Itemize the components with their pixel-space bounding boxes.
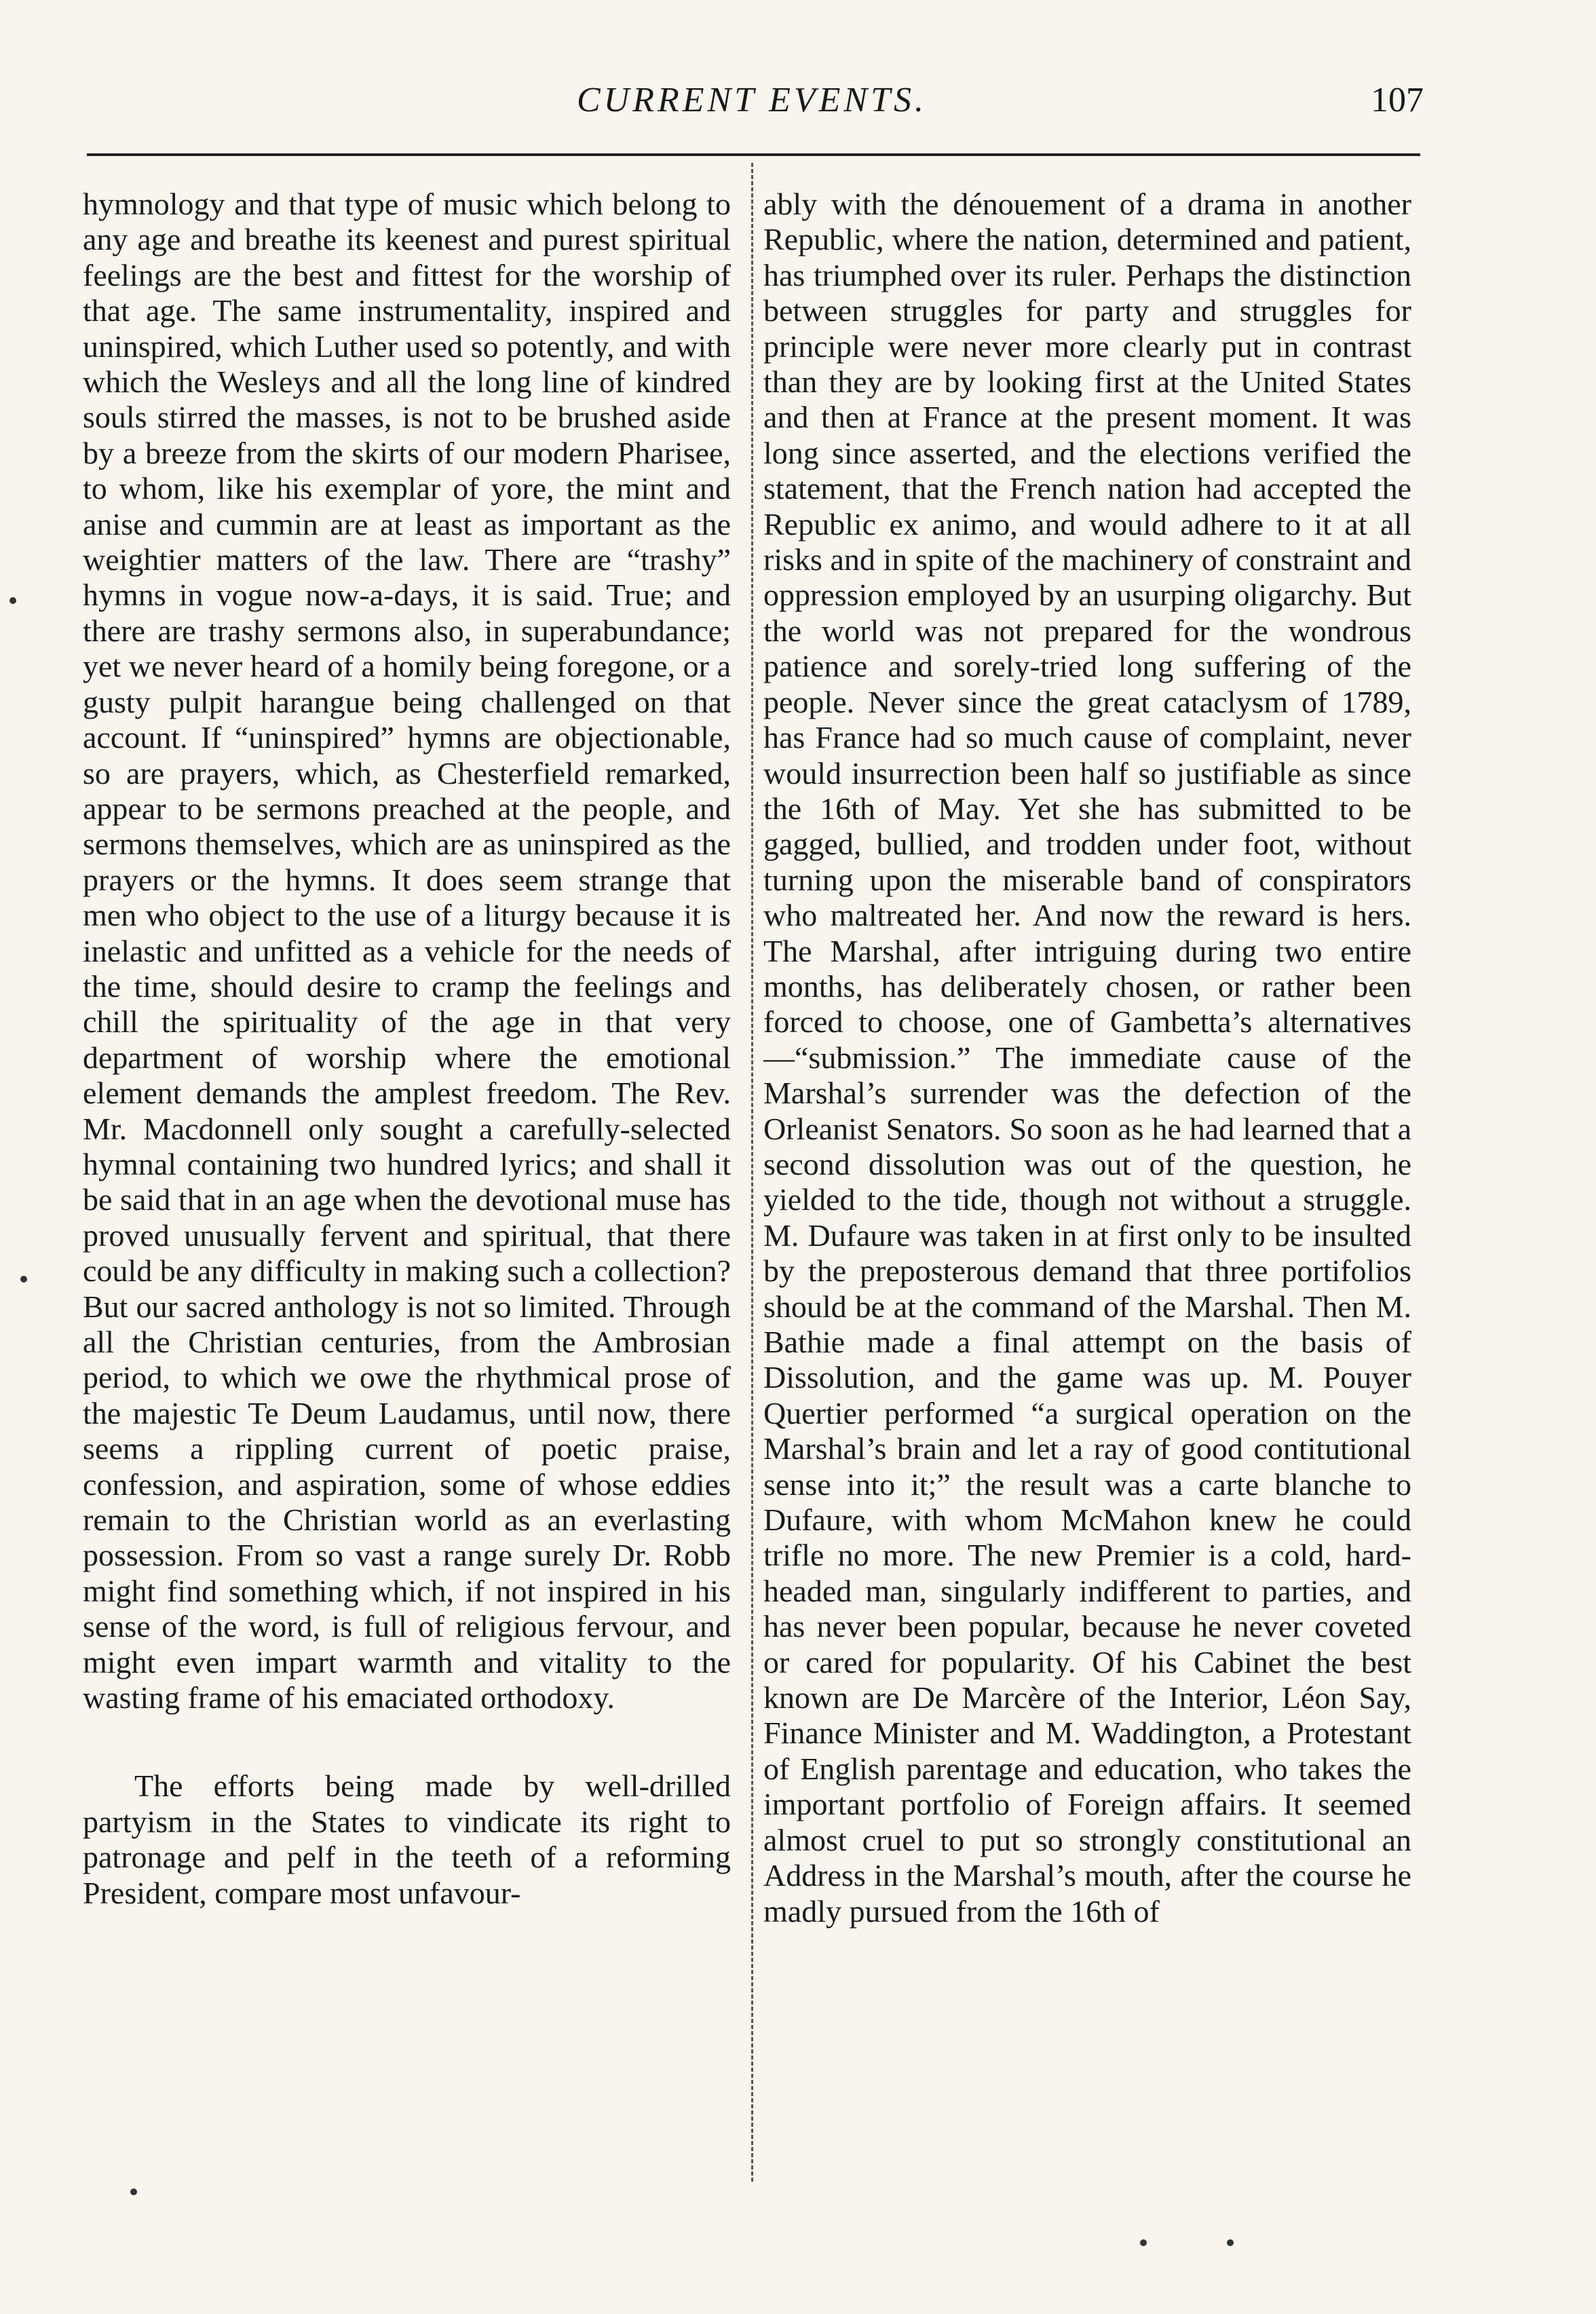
page-number: 107 — [1371, 81, 1424, 119]
left-paragraph-2: The efforts being made by well-drilled partyism in the States to vindicate its right to patronage and pelf in the teeth of a reforming President, compare most unfavour- — [83, 1768, 731, 1910]
ink-speck — [1140, 2239, 1147, 2246]
ink-speck — [20, 1276, 27, 1283]
ink-speck — [10, 597, 16, 604]
header-rule — [87, 153, 1420, 156]
right-paragraph-1: ably with the dénouement of a drama in another Republic, where the nation, determined and patient, has triumphed over its ruler. Perhaps the distinction between struggles for party and struggles for principle were never more clearly put in contrast than they are by looking first at the United States and then at France at the present moment. It was long since asserted, and the elections verified the statement, that the French nation had accepted the Republic ex animo, and would adhere to it at all risks and in spite of the machinery of constraint and oppression employed by an usurping oligarchy. But the world was not prepared for the wondrous patience and sorely-tried long suffering of the people. Never since the great cataclysm of 1789, has France had so much cause of complaint, never would insurrection been half so justifiable as since the 16th of May. Yet she has submitted to be gagged, bullied, and trodden under foot, without turning upon the miserable band of conspirators who maltreated her. And now the reward is hers. The Marshal, after intriguing during two entire months, has deliberately chosen, or rather been forced to choose, one of Gambetta’s alternatives—“submission.” The immediate cause of the Marshal’s surrender was the defection of the Orleanist Senators. So soon as he had learned that a second dissolution was out of the question, he yielded to the tide, though not without a struggle. M. Dufaure was taken in at first only to be insulted by the preposterous demand that three portifolios should be at the command of the Marshal. Then M. Bathie made a final attempt on the basis of Dissolution, and the game was up. M. Pouyer Quertier performed “a surgical operation on the Marshal’s brain and let a ray of good contitutional sense into it;” the result was a carte blanche to Dufaure, with whom McMahon knew he could trifle no more. The new Premier is a cold, hard-headed man, singularly indifferent to parties, and has never been popular, because he never coveted or cared for popularity. Of his Cabinet the best known are De Marcère of the Interior, Léon Say, Finance Minister and M. Waddington, a Protestant of English parentage and education, who takes the important portfolio of Foreign affairs. It seemed almost cruel to put so strongly constitutional an Address in the Marshal’s mouth, after the course he madly pursued from the 16th of — [763, 187, 1411, 1929]
column-divider — [751, 163, 753, 2182]
left-column — [83, 187, 731, 2175]
right-column — [763, 187, 1411, 2175]
ink-speck — [130, 2188, 137, 2195]
running-title: CURRENT EVENTS. — [576, 81, 928, 119]
page-header — [80, 80, 1424, 134]
left-paragraph-1: hymnology and that type of music which belong to any age and breathe its keenest and purest spiritual feelings are the best and fittest for the worship of that age. The same instrumentality, inspired and uninspired, which Luther used so potently, and with which the Wesleys and all the long line of kindred souls stirred the masses, is not to be brushed aside by a breeze from the skirts of our modern Pharisee, to whom, like his exemplar of yore, the mint and anise and cummin are at least as important as the weightier matters of the law. There are “trashy” hymns in vogue now-a-days, it is said. True; and there are trashy sermons also, in superabundance; yet we never heard of a homily being foregone, or a gusty pulpit harangue being challenged on that account. If “uninspired” hymns are objectionable, so are prayers, which, as Chesterfield remarked, appear to be sermons preached at the people, and sermons themselves, which are as uninspired as the prayers or the hymns. It does seem strange that men who object to the use of a liturgy because it is inelastic and unfitted as a vehicle for the needs of the time, should desire to cramp the feelings and chill the spirituality of the age in that very department of worship where the emotional element demands the amplest freedom. The Rev. Mr. Macdonnell only sought a carefully-selected hymnal containing two hundred lyrics; and shall it be said that in an age when the devotional muse has proved unusually fervent and spiritual, that there could be any difficulty in making such a collection? But our sacred anthology is not so limited. Through all the Christian centuries, from the Ambrosian period, to which we owe the rhythmical prose of the majestic Te Deum Laudamus, until now, there seems a rippling current of poetic praise, confession, and aspiration, some of whose eddies remain to the Christian world as an everlasting possession. From so vast a range surely Dr. Robb might find something which, if not inspired in his sense of the word, is full of religious fervour, and might even impart warmth and vitality to the wasting frame of his emaciated orthodoxy. — [83, 187, 731, 1715]
ink-speck — [1227, 2239, 1234, 2246]
